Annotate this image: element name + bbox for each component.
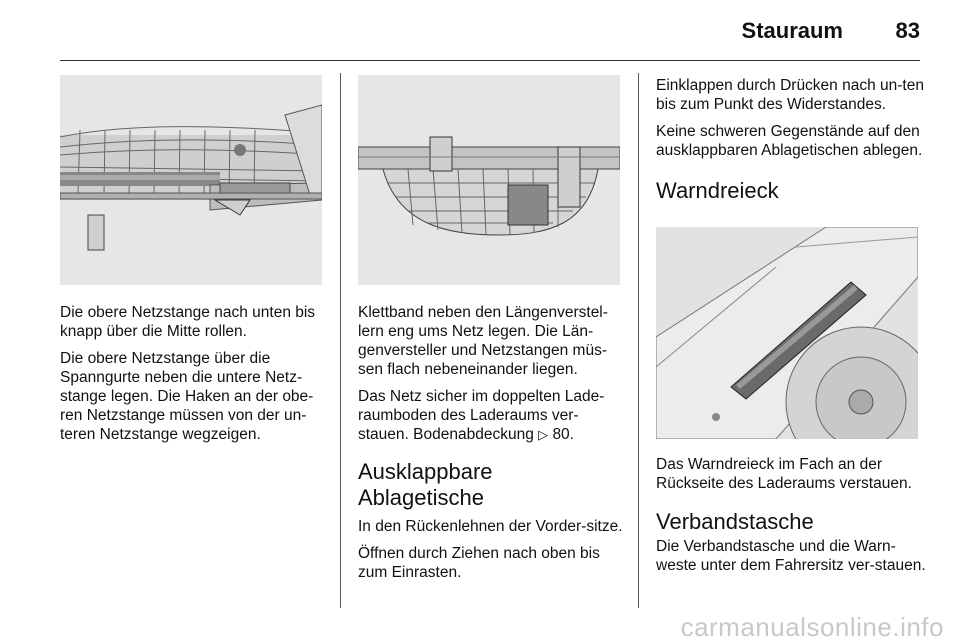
column-3-top: [656, 76, 926, 210]
column-1: [60, 303, 330, 452]
paragraph: Keine schweren Gegenstände auf den ausklappbaren Ablagetischen ablegen.: [656, 123, 923, 159]
paragraph: Das Warndreieck im Fach an der Rückseite des Laderaums verstauen.: [656, 456, 912, 492]
figure-net-velcro: [358, 75, 620, 285]
header-rule: [60, 60, 920, 61]
column-3-bottom: [656, 455, 926, 583]
figure-warning-triangle-compartment: [656, 227, 918, 439]
paragraph: Die obere Netzstange über die Spanngurte neben die untere Netz-stange legen. Die Haken an der obe-ren Netzstange müssen von der un-teren Netzstange wegzeigen.: [60, 350, 314, 443]
arrow-right-icon: ▷: [538, 428, 549, 443]
page-number: 83: [895, 18, 920, 43]
section-heading-line2: Ablagetische: [358, 485, 484, 510]
column-divider-2: [638, 73, 639, 608]
page-header: [0, 0, 960, 62]
paragraph: Das Netz sicher im doppelten Lade-raumboden des Laderaums ver-stauen. Bodenabdeckung ▷ 80.: [358, 388, 605, 443]
paragraph: Klettband neben den Längenverstel-lern eng ums Netz legen. Die Län-genversteller und Netzstangen müs-sen flach nebeneinander liegen.: [358, 304, 608, 378]
figure-net-rolled: [60, 75, 322, 285]
page-reference-link[interactable]: 80.: [552, 426, 574, 443]
paragraph: In den Rückenlehnen der Vorder-sitze.: [358, 518, 623, 535]
section-heading-verbandstasche: Verbandstasche: [656, 509, 814, 534]
watermark: carmanualsonline.info: [680, 612, 944, 642]
paragraph: Öffnen durch Ziehen nach oben bis zum Einrasten.: [358, 545, 600, 581]
page-title: Stauraum: [741, 18, 843, 43]
section-heading-warndreieck: Warndreieck: [656, 178, 779, 203]
paragraph: Einklappen durch Drücken nach un-ten bis zum Punkt des Widerstandes.: [656, 77, 924, 113]
paragraph: Die obere Netzstange nach unten bis knapp über die Mitte rollen.: [60, 304, 316, 340]
section-heading: Ausklappbare: [358, 459, 493, 484]
column-divider-1: [340, 73, 341, 608]
paragraph: Die Verbandstasche und die Warn-weste unter dem Fahrersitz ver-stauen.: [656, 538, 926, 574]
column-2: [358, 303, 628, 590]
